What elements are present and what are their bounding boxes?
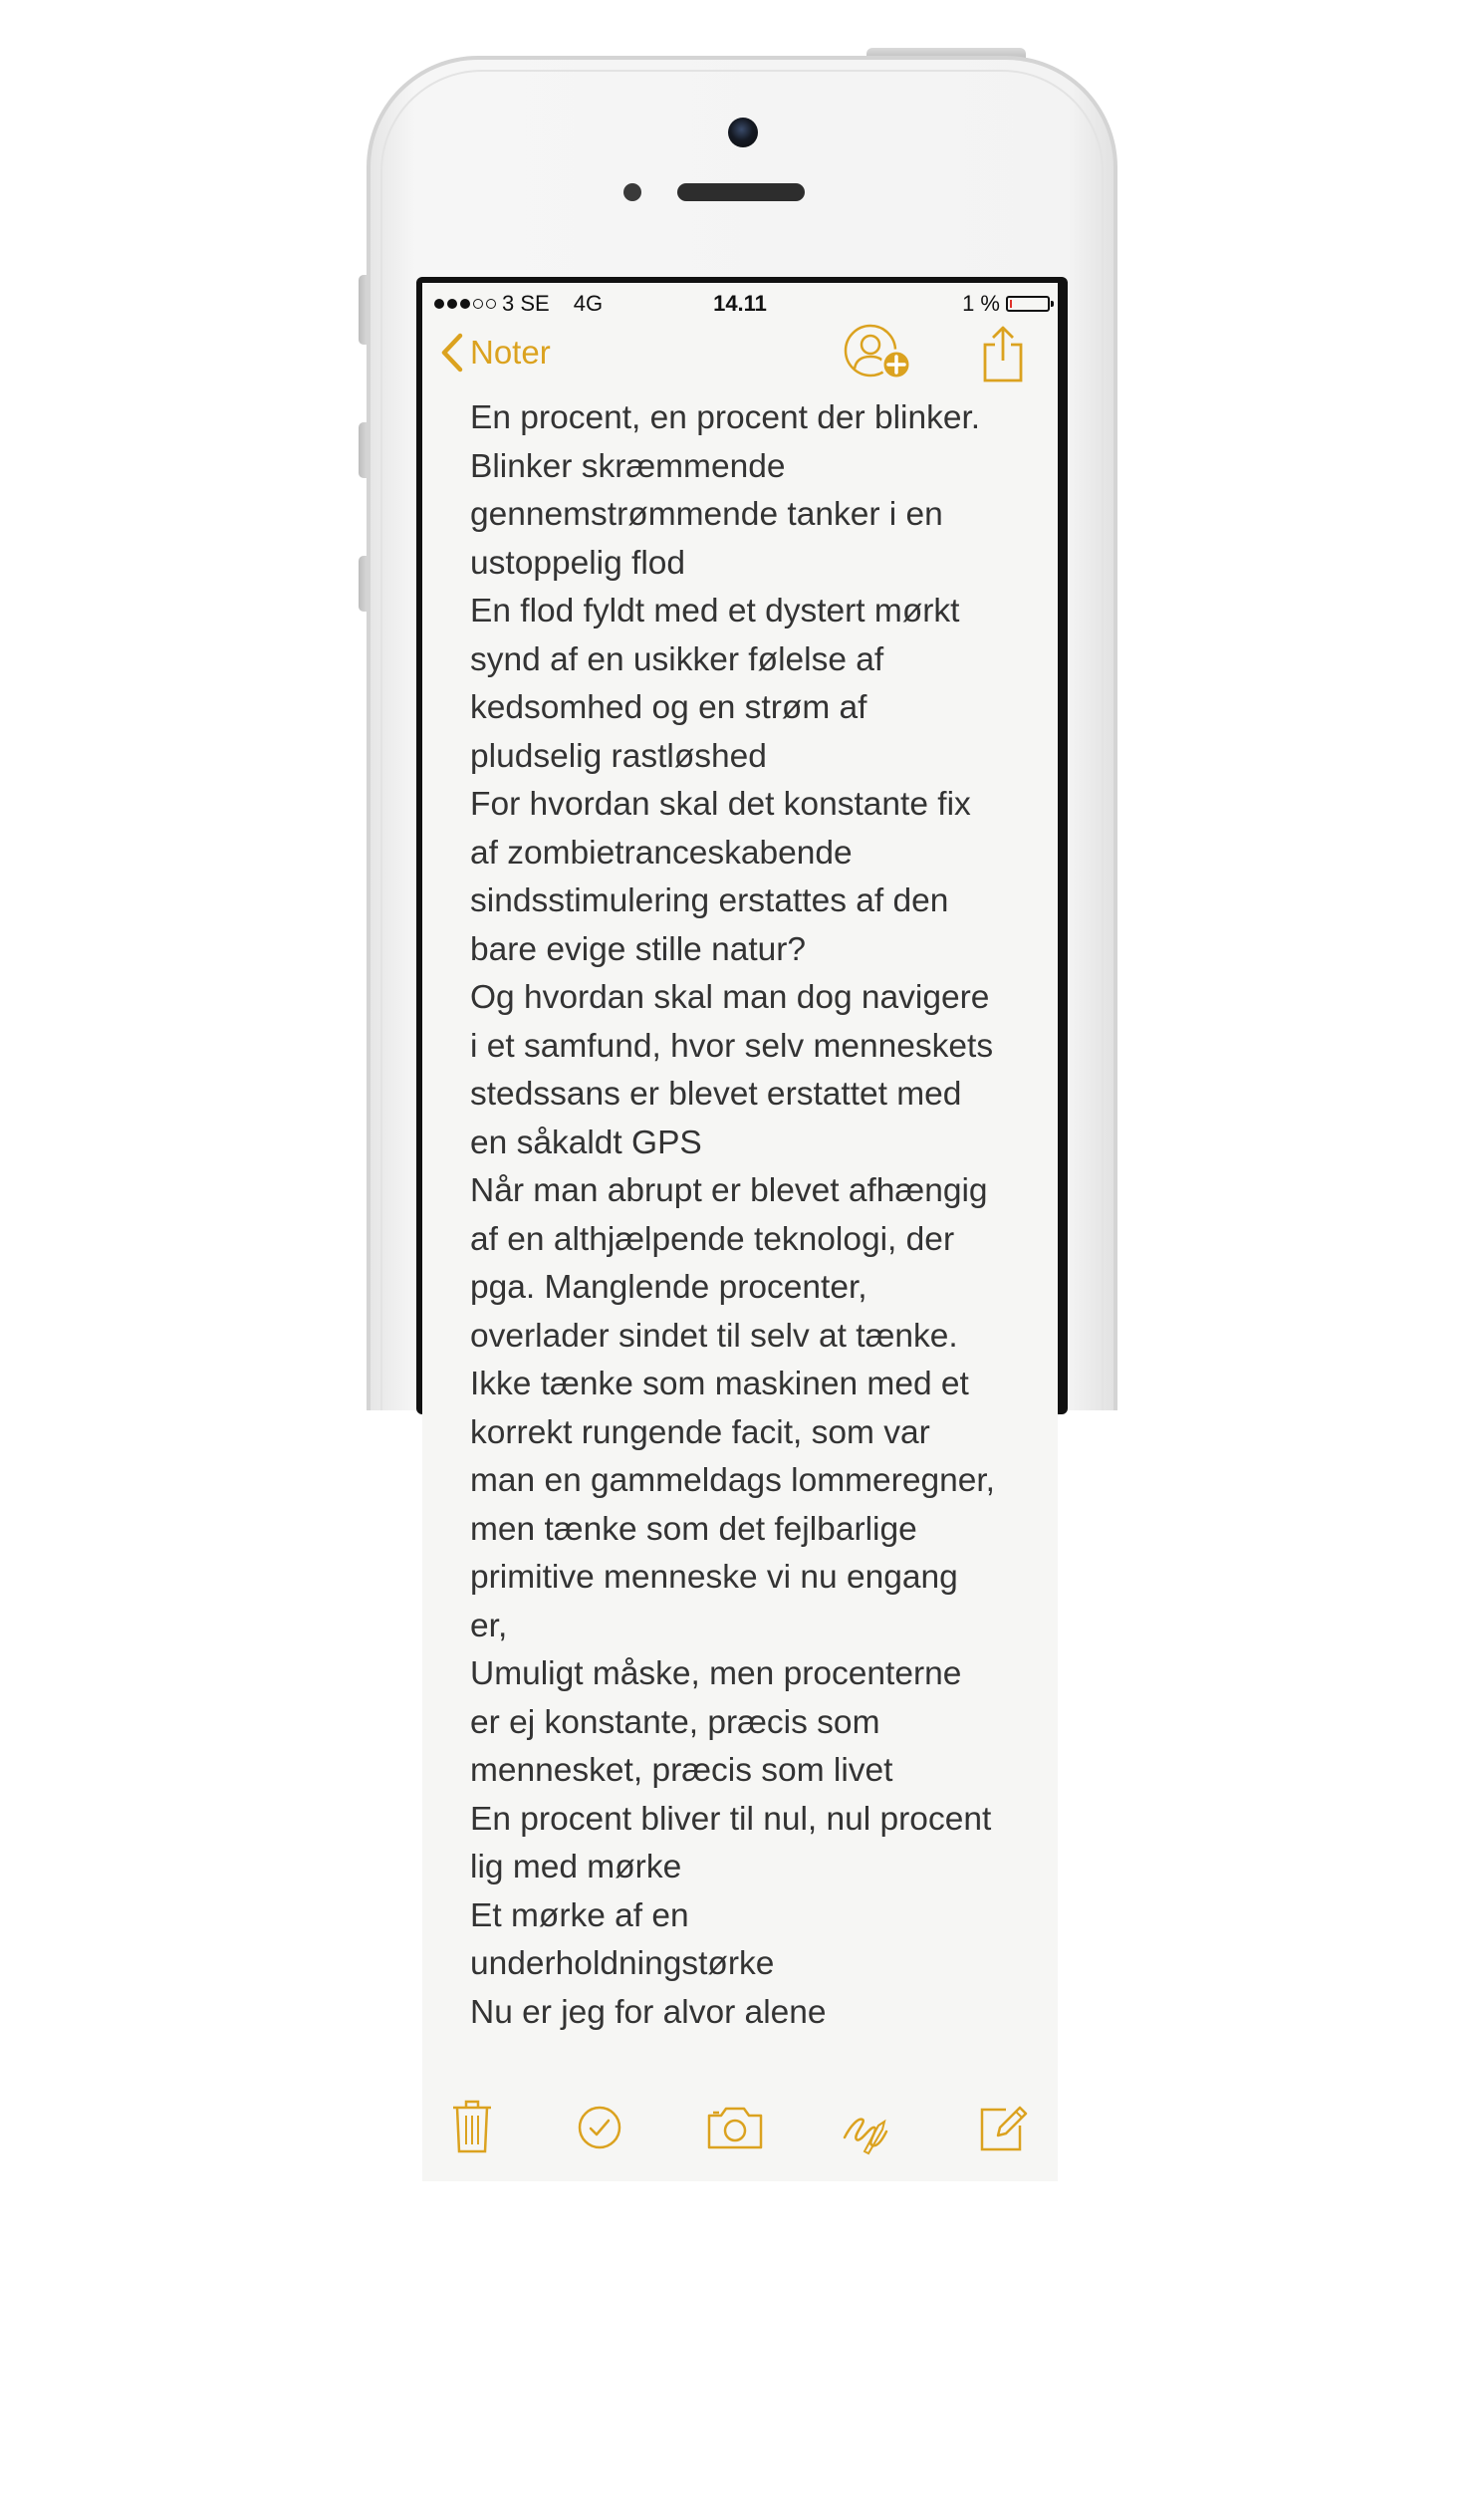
status-bar: [422, 283, 1058, 323]
note-line: Nu er jeg for alvor alene: [470, 1993, 827, 2031]
note-line: lig med mørke: [470, 1849, 682, 1885]
note-line: stedssans er blevet erstattet med: [470, 1076, 962, 1113]
note-line: En procent bliver til nul, nul procent: [470, 1800, 992, 1838]
back-button[interactable]: [440, 333, 551, 373]
note-text[interactable]: [470, 394, 1028, 2037]
note-line: synd af en usikker følelse af: [470, 640, 884, 678]
back-label: Noter: [470, 334, 551, 371]
earpiece-speaker: [677, 183, 805, 201]
note-line: sindsstimulering erstattes af den: [470, 882, 949, 919]
note-line: bare evige stille natur?: [470, 930, 807, 968]
note-line: man en gammeldags lommeregner,: [470, 1462, 995, 1499]
compose-icon: [976, 2096, 1028, 2155]
note-line: Umuligt måske, men procenterne: [470, 1655, 962, 1692]
camera-icon: [705, 2096, 765, 2155]
note-line: gennemstrømmende tanker i en: [470, 496, 943, 533]
carrier-label: 3 SE: [502, 291, 550, 316]
note-line: overlader sindet til selv at tænke.: [470, 1317, 958, 1355]
proximity-sensor: [623, 183, 641, 201]
note-line: En procent, en procent der blinker.: [470, 399, 981, 436]
delete-button[interactable]: [450, 2096, 494, 2160]
nav-bar: [422, 323, 1058, 386]
checklist-button[interactable]: [576, 2096, 623, 2160]
notes-screen: [422, 283, 1058, 2181]
add-person-button[interactable]: [843, 323, 910, 386]
compose-button[interactable]: [976, 2096, 1028, 2160]
bottom-toolbar: [422, 2096, 1058, 2167]
sketch-icon: [839, 2096, 894, 2155]
note-line: kedsomhed og en strøm af: [470, 689, 867, 726]
note-line: Når man abrupt er blevet afhængig: [470, 1172, 988, 1209]
note-line: primitive menneske vi nu engang: [470, 1559, 958, 1596]
note-line: Ikke tænke som maskinen med et: [470, 1366, 969, 1402]
camera-button[interactable]: [705, 2096, 765, 2160]
note-line: underholdningstørke: [470, 1945, 775, 1982]
note-line: For hvordan skal det konstante fix: [470, 786, 971, 823]
share-button[interactable]: [980, 325, 1026, 384]
chevron-left-icon: [440, 333, 464, 373]
note-line: af en althjælpende teknologi, der: [470, 1220, 955, 1258]
note-line: Og hvordan skal man dog navigere: [470, 979, 990, 1016]
note-line: pludselig rastløshed: [470, 737, 767, 775]
trash-icon: [450, 2096, 494, 2155]
network-label: 4G: [573, 291, 604, 316]
sketch-button[interactable]: [839, 2096, 894, 2160]
battery-percentage: 1 %: [962, 291, 1000, 316]
checklist-icon: [576, 2096, 623, 2155]
note-line: i et samfund, hvor selv menneskets: [470, 1027, 994, 1065]
note-line: er,: [470, 1607, 508, 1644]
share-icon: [980, 325, 1026, 384]
note-line: ustoppelig flod: [470, 544, 686, 582]
note-line: mennesket, præcis som livet: [470, 1752, 893, 1789]
battery-icon: [1006, 296, 1050, 312]
note-line: af zombietranceskabende: [470, 834, 853, 872]
note-line: men tænke som det fejlbarlige: [470, 1510, 917, 1548]
battery-level: [1010, 300, 1012, 308]
add-person-icon: [843, 323, 910, 386]
note-line: pga. Manglende procenter,: [470, 1269, 867, 1306]
note-line: En flod fyldt med et dystert mørkt: [470, 593, 960, 629]
note-line: korrekt rungende facit, som var: [470, 1413, 930, 1451]
note-line: en såkaldt GPS: [470, 1124, 702, 1161]
note-line: Et mørke af en: [470, 1896, 689, 1934]
note-line: Blinker skræmmende: [470, 447, 786, 485]
front-camera: [728, 118, 758, 147]
note-line: er ej konstante, præcis som: [470, 1703, 880, 1741]
clock: 14.11: [713, 291, 767, 316]
